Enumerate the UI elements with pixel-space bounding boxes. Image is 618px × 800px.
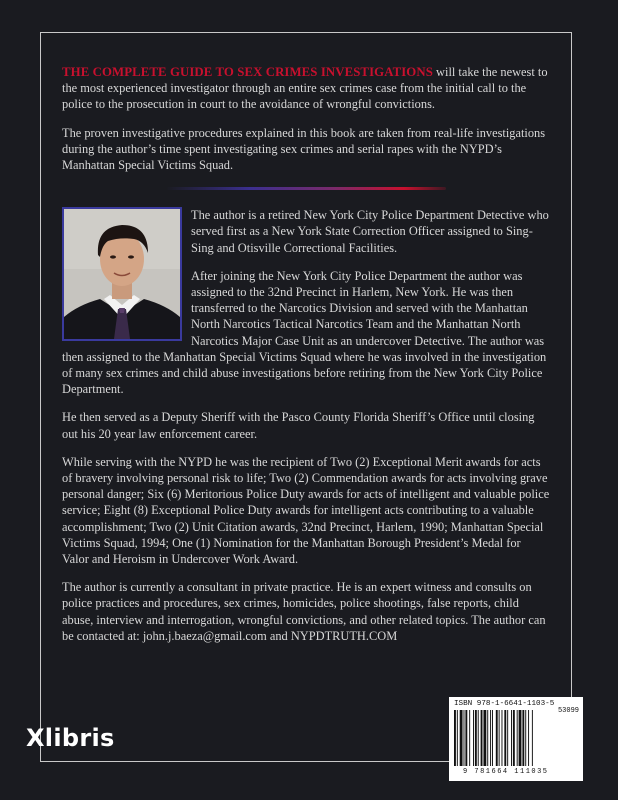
intro-text: will take the newest to the most experienced investigator through an entire sex crimes case from the initial call to the police to the prosecution in court to the avoidance of wrongful convictions. <box>62 65 548 112</box>
barcode-bar <box>496 710 498 766</box>
barcode-bar <box>507 710 508 766</box>
barcode-bar <box>517 710 518 766</box>
barcode-bar <box>513 710 515 766</box>
bio-paragraph-2: After joining the New York City Police Department the author was assigned to the 32nd Precinct in Harlem, New York. He was then transferred to the Narcotics Division and served with the Manhattan North Narcotics Tactical Narcotics Team and the Manhattan North Narcotics Major Case Unit as an undercover Detective. The author was then assigned to the Manhattan Special Victims Squad where he was involved in the investigation of many sex crimes and child abuse investigations before retiring from the New York City Police Department. <box>62 268 547 397</box>
author-photo <box>62 207 182 341</box>
barcode-bar <box>499 710 500 766</box>
barcode-digits: 9 781664 111035 <box>463 768 549 776</box>
publisher-logo: Xlibris <box>26 724 115 752</box>
barcode-bar <box>465 710 467 766</box>
barcode-bar <box>490 710 491 766</box>
barcode-bar <box>457 710 458 766</box>
book-title: THE COMPLETE GUIDE TO SEX CRIMES INVESTIGATIONS <box>62 65 433 79</box>
barcode-bars <box>454 710 554 768</box>
barcode-bar <box>522 710 524 766</box>
barcode-bar <box>454 710 456 766</box>
gradient-divider <box>166 187 446 190</box>
barcode-bar <box>483 710 486 766</box>
barcode-bar <box>473 710 474 766</box>
barcode-bar <box>504 710 506 766</box>
bio-paragraph-4: While serving with the NYPD he was the recipient of Two (2) Exceptional Merit awards for acts of bravery involving personal risk to life; Two (2) Commendation awards for acts involving grave personal danger; Six (6) Meritorious Police Duty awards for acts of intelligent and valuable police service; Eight (8) Exceptional Police Duty awards for intelligent acts contributing to a valuable accomplishment; Two (2) Unit Citation awards, 32nd Precinct, Harlem, 1990; Manhattan Special Victims Squad, 1994; One (1) Nomination for the Manhattan Borough President’s Medal for Valor and Heroism in Undercover Work Award. <box>62 454 550 567</box>
barcode-bar <box>478 710 479 766</box>
price-code: 53099 <box>557 707 579 715</box>
barcode-bar <box>460 710 463 766</box>
intro-paragraph <box>62 64 550 113</box>
barcode-bar <box>481 710 483 766</box>
isbn-number: ISBN 978-1-6641-1103-5 <box>454 700 555 708</box>
barcode-bar <box>525 710 526 766</box>
bio-paragraph-5: The author is currently a consultant in private practice. He is an expert witness and consults on police practices and procedures, sex crimes, homicides, police shootings, false reports, child abuse, interview and interrogation, wrongful convictions, and other related topics. The author can be contacted at: john.j.baeza@gmail.com and NYPDTRUTH.COM <box>62 580 546 643</box>
barcode-bar <box>519 710 522 766</box>
procedures-paragraph: The proven investigative procedures explained in this book are taken from real-life investigations during the author’s time spent investigating sex crimes and serial rapes with the NYPD’s Manhattan Special Victims Squad. <box>62 125 546 173</box>
barcode-bar <box>464 710 465 766</box>
barcode-bar <box>511 710 512 766</box>
barcode-bar <box>528 710 529 766</box>
barcode-bar <box>487 710 488 766</box>
isbn-barcode <box>449 697 583 781</box>
barcode-bar <box>475 710 477 766</box>
bio-paragraph-3: He then served as a Deputy Sheriff with the Pasco County Florida Sheriff’s Office until closing out his 20 year law enforcement career. <box>62 410 535 441</box>
barcode-bar <box>492 710 493 766</box>
barcode-bar <box>532 710 533 766</box>
barcode-bar <box>469 710 470 766</box>
barcode-bar <box>502 710 503 766</box>
bio-paragraph-1: The author is a retired New York City Police Department Detective who served first as a New York State Correction Officer assigned to Sing-Sing and Otisville Correctional Facilities. <box>191 208 549 255</box>
back-cover-text <box>62 64 550 656</box>
